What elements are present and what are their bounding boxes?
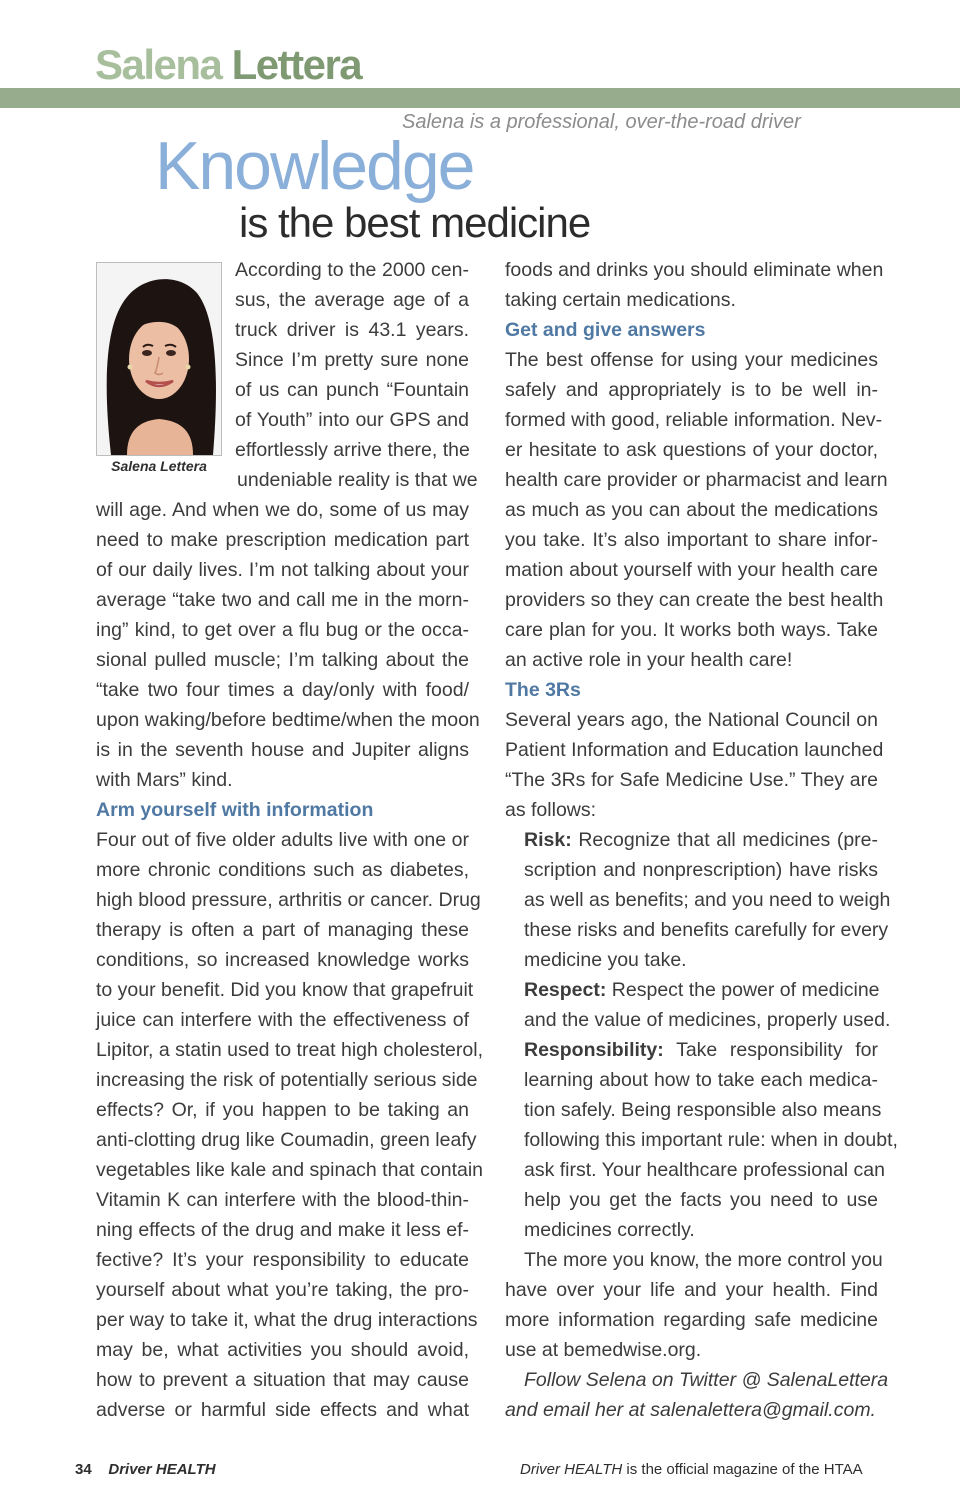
column2-line: learning about how to take each medica- [524, 1069, 878, 1091]
column2-line: taking certain medications. [505, 289, 736, 311]
column1-line: upon waking/before bedtime/when the moon [96, 709, 480, 731]
column1-line: Since I’m pretty sure none [235, 349, 469, 371]
subheading-get-and-give-answers: Get and give answers [505, 319, 706, 341]
column1-line: effects? Or, if you happen to be taking an [96, 1099, 469, 1121]
column2-line: medicine you take. [524, 949, 687, 971]
column2-line: Patient Information and Education launched [505, 739, 884, 761]
footer-right [520, 1460, 863, 1480]
column2-line: tion safely. Being responsible also means [524, 1099, 882, 1121]
column2-line: medicines correctly. [524, 1219, 695, 1241]
column2-line: as well as benefits; and you need to weigh [524, 889, 891, 911]
subheading-the-3rs: The 3Rs [505, 679, 581, 701]
email-note: and email her at salenalettera@gmail.com. [505, 1399, 876, 1421]
author-first-name: Salena [95, 41, 232, 88]
column2-line: you take. It’s also important to share infor- [505, 529, 878, 551]
column2-line: more information regarding safe medicine [505, 1309, 878, 1331]
footer-magazine-name: Driver HEALTH [108, 1461, 216, 1478]
respect-text: Respect the power of medicine [611, 979, 880, 1001]
risk-text: Recognize that all medicines (pre- [578, 829, 878, 851]
responsibility-item [524, 1035, 878, 1065]
column1-line: therapy is often a part of managing these [96, 919, 469, 941]
column1-line: to your benefit. Did you know that grapefruit [96, 979, 474, 1001]
author-portrait-image [97, 263, 221, 455]
column1-line: effortlessly arrive there, the [235, 439, 470, 461]
respect-item [524, 975, 878, 1005]
column1-line: conditions, so increased knowledge works [96, 949, 469, 971]
column2-line: as much as you can about the medications [505, 499, 878, 521]
column2-line: health care provider or pharmacist and learn [505, 469, 888, 491]
column1-line: sus, the average age of a [235, 289, 469, 311]
column2-line: providers so they can create the best health [505, 589, 884, 611]
column2-line: help you get the facts you need to use [524, 1189, 878, 1211]
author-name-header [95, 41, 362, 88]
column1-line: with Mars” kind. [96, 769, 233, 791]
column2-line: “The 3Rs for Safe Medicine Use.” They are [505, 769, 878, 791]
column1-line: Vitamin K can interfere with the blood-thin- [96, 1189, 469, 1211]
article-subtitle: is the best medicine [239, 199, 591, 246]
header-divider-bar [0, 88, 960, 108]
column1-line: “take two four times a day/only with food/ [96, 679, 469, 701]
column2-line: er hesitate to ask questions of your doctor, [505, 439, 878, 461]
column1-line: is in the seventh house and Jupiter aligns [96, 739, 469, 761]
column2-line: The best offense for using your medicines [505, 349, 878, 371]
column1-line: average “take two and call me in the morn- [96, 589, 469, 611]
column2-line: an active role in your health care! [505, 649, 793, 671]
column2-line: ask first. Your healthcare professional can [524, 1159, 885, 1181]
column1-line: of us can punch “Fountain [235, 379, 469, 401]
subheading-arm-yourself: Arm yourself with information [96, 799, 374, 821]
column1-line: adverse or harmful side effects and what [96, 1399, 469, 1421]
responsibility-text: Take responsibility for [676, 1039, 878, 1061]
column2-line: mation about yourself with your health care [505, 559, 878, 581]
author-last-name: Lettera [231, 41, 362, 88]
column2-line: have over your life and your health. Find [505, 1279, 878, 1301]
column1-line: ing” kind, to get over a flu bug or the occa- [96, 619, 469, 641]
column1-line: yourself about what you’re taking, the pro- [96, 1279, 469, 1301]
responsibility-term: Responsibility: [524, 1039, 664, 1061]
column2-line: care plan for you. It works both ways. Take [505, 619, 878, 641]
column1-line: per way to take it, what the drug interactions [96, 1309, 478, 1331]
column1-line: anti-clotting drug like Coumadin, green leafy [96, 1129, 477, 1151]
column1-line: fective? It’s your responsibility to educate [96, 1249, 469, 1271]
respect-term: Respect: [524, 979, 607, 1001]
column1-line: may be, what activities you should avoid, [96, 1339, 469, 1361]
column2-line: as follows: [505, 799, 597, 821]
column2-line: Several years ago, the National Council on [505, 709, 878, 731]
column1-line: ning effects of the drug and make it less ef- [96, 1219, 469, 1241]
column1-line: Four out of five older adults live with one or [96, 829, 469, 851]
footer-tagline-magazine: Driver HEALTH [520, 1461, 623, 1478]
column1-line: vegetables like kale and spinach that contain [96, 1159, 484, 1181]
column1-line: more chronic conditions such as diabetes, [96, 859, 469, 881]
column1-line: need to make prescription medication part [96, 529, 469, 551]
column1-line: of Youth” into our GPS and [235, 409, 469, 431]
risk-item [524, 825, 878, 855]
column2-line: following this important rule: when in doubt, [524, 1129, 898, 1151]
twitter-note: Follow Selena on Twitter @ SalenaLettera [524, 1369, 889, 1391]
column2-line: formed with good, reliable information. Nev- [505, 409, 883, 431]
column2-line: The more you know, the more control you [524, 1249, 883, 1271]
column1-line: truck driver is 43.1 years. [235, 319, 469, 341]
column1-line: According to the 2000 cen- [235, 259, 469, 281]
author-tagline: Salena is a professional, over-the-road driver [402, 111, 801, 133]
column1-line: undeniable reality is that we [237, 469, 478, 491]
column2-line: use at bemedwise.org. [505, 1339, 702, 1361]
risk-term: Risk: [524, 829, 572, 851]
column1-line: juice can interfere with the effectiveness of [96, 1009, 469, 1031]
author-photo [96, 262, 222, 456]
column2-line: foods and drinks you should eliminate when [505, 259, 884, 281]
article-title: Knowledge [155, 128, 474, 204]
column2-line: safely and appropriately is to be well in- [505, 379, 878, 401]
column2-line: scription and nonprescription) have risks [524, 859, 878, 881]
column2-line: and the value of medicines, properly used. [524, 1009, 891, 1031]
page-number: 34 [75, 1461, 92, 1478]
column1-line: high blood pressure, arthritis or cancer. Drug [96, 889, 481, 911]
column1-line: sional pulled muscle; I’m talking about the [96, 649, 469, 671]
column1-line: of our daily lives. I’m not talking about your [96, 559, 469, 581]
column1-line: increasing the risk of potentially serious side [96, 1069, 478, 1091]
footer-left [75, 1460, 216, 1480]
footer-tagline-text: is the official magazine of the HTAA [622, 1461, 863, 1478]
column2-line: these risks and benefits carefully for every [524, 919, 889, 941]
photo-caption: Salena Lettera [111, 458, 207, 474]
column1-line: how to prevent a situation that may cause [96, 1369, 469, 1391]
column1-line: Lipitor, a statin used to treat high cholesterol, [96, 1039, 483, 1061]
column1-line: will age. And when we do, some of us may [96, 499, 469, 521]
